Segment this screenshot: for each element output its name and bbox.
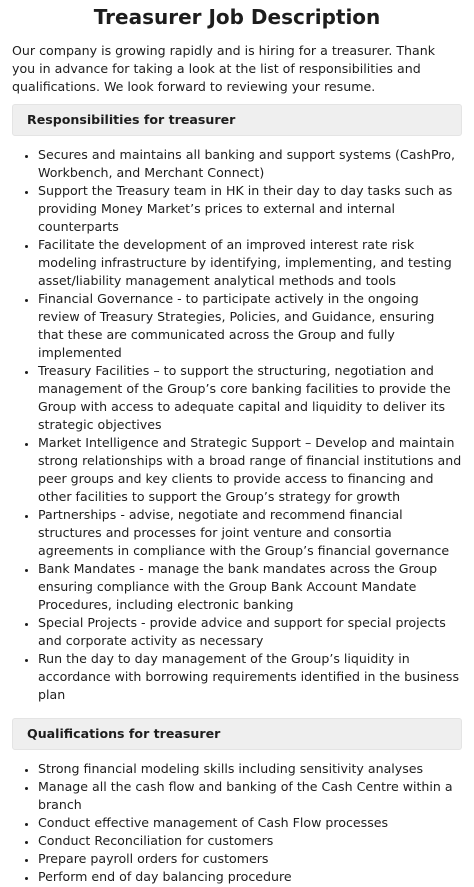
list-item: • Conduct effective management of Cash Flow processes [38,814,462,832]
list-item: • Conduct Reconciliation for customers [38,832,462,850]
page-title: Treasurer Job Description [93,5,381,29]
responsibilities-list [12,146,462,704]
list-item: • Partnerships - advise, negotiate and recommend financial structures and processes for joint venture and consortia agreements in compliance with the Group’s financial governance [38,506,462,560]
list-item: • Treasury Facilities – to support the structuring, negotiation and management of the Group’s core banking facilities to provide the Group with access to adequate capital and liquidity to deliver its strategic objectives [38,362,462,434]
list-item: • Market Intelligence and Strategic Support – Develop and maintain strong relationships with a broad range of financial institutions and peer groups and key clients to provide access to financing and other facilities to support the Group’s strategy for growth [38,434,462,506]
responsibilities-header: Responsibilities for treasurer [12,104,462,136]
qualifications-header: Qualifications for treasurer [12,718,462,750]
list-item: • Prepare payroll orders for customers [38,850,462,868]
intro-paragraph: Our company is growing rapidly and is hiring for a treasurer. Thank you in advance for taking a look at the list of responsibilities and qualifications. We look forward to reviewing your resume. [12,43,436,94]
list-item: • Run the day to day management of the Group’s liquidity in accordance with borrowing requirements identified in the business plan [38,650,462,704]
list-item: • Perform end of day balancing procedure [38,868,462,886]
list-item: • Secures and maintains all banking and support systems (CashPro, Workbench, and Merchant Connect) [38,146,462,182]
list-item: • Manage all the cash flow and banking of the Cash Centre within a branch [38,778,462,814]
list-item: • Financial Governance - to participate actively in the ongoing review of Treasury Strategies, Policies, and Guidance, ensuring that these are communicated across the Group and fully implemented [38,290,462,362]
list-item: • Facilitate the development of an improved interest rate risk modeling infrastructure by identifying, implementing, and testing asset/liability management analytical methods and tools [38,236,462,290]
qualifications-list [12,760,462,886]
list-item: • Support the Treasury team in HK in their day to day tasks such as providing Money Market’s prices to external and internal counterparts [38,182,462,236]
list-item: • Bank Mandates - manage the bank mandates across the Group ensuring compliance with the Group Bank Account Mandate Procedures, including electronic banking [38,560,462,614]
list-item: • Special Projects - provide advice and support for special projects and corporate activity as necessary [38,614,462,650]
list-item: • Strong financial modeling skills including sensitivity analyses [38,760,462,778]
